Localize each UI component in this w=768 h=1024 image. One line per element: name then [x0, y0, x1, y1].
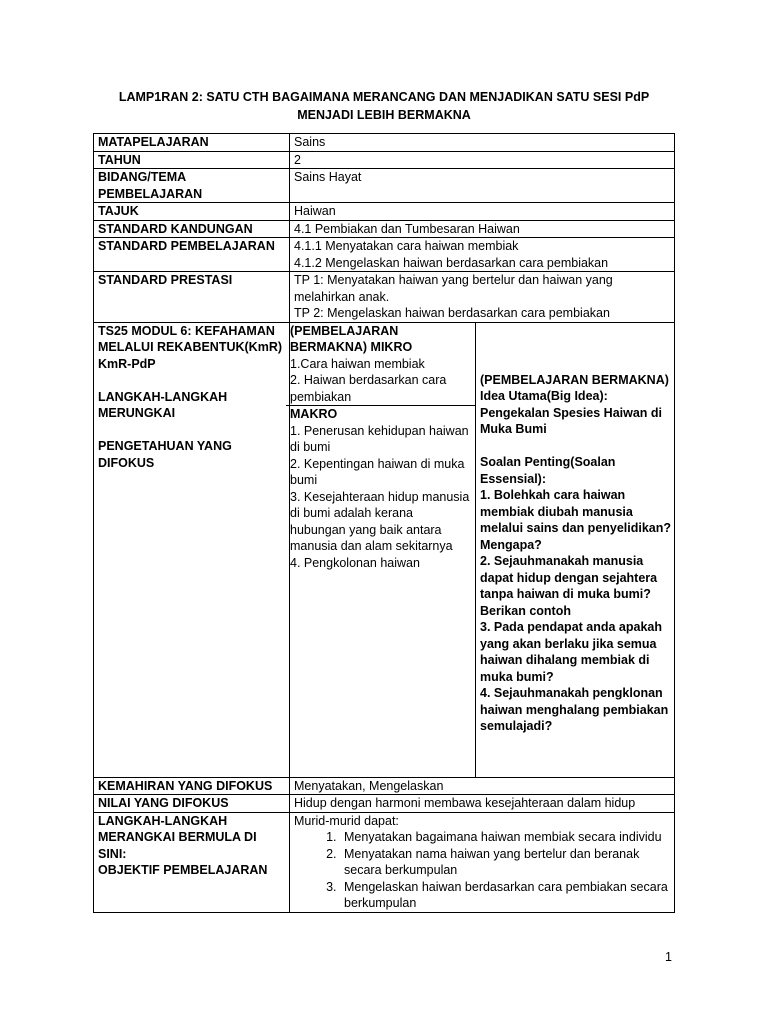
row-value: Hidup dengan harmoni membawa kesejahteraan dalam hidup	[290, 795, 675, 813]
row-value: Menyatakan, Mengelaskan	[290, 777, 675, 795]
table-row	[94, 169, 675, 203]
row-label	[94, 322, 290, 777]
list-item: 3. Mengelaskan haiwan berdasarkan cara pembiakan secara berkumpulan	[340, 879, 670, 912]
table-row	[94, 238, 675, 272]
list-item: 1. Menyatakan bagaimana haiwan membiak secara individu	[340, 829, 670, 846]
row-value: 4.1 Pembiakan dan Tumbesaran Haiwan	[290, 220, 675, 238]
page-number: 1	[665, 950, 672, 964]
label-line: LANGKAH-LANGKAH MERANGKAI BERMULA DI SINI:	[98, 813, 257, 861]
table-row	[94, 134, 675, 152]
row-label	[94, 812, 290, 912]
list-item: 1. Bolehkah cara haiwan membiak diubah manusia melalui sains dan penyelidikan? Mengapa?	[480, 488, 672, 552]
list-item: 1.Cara haiwan membiak	[290, 356, 425, 371]
mikro-makro-column	[286, 323, 476, 777]
row-label: MATAPELAJARAN	[94, 134, 290, 152]
row-value: 2	[290, 151, 675, 169]
lesson-plan-table	[93, 133, 675, 913]
label-pengetahuan: PENGETAHUAN YANG DIFOKUS	[98, 439, 232, 470]
list-item: 1. Penerusan kehidupan haiwan di bumi	[290, 423, 469, 454]
label-langkah: LANGKAH-LANGKAH MERUNGKAI	[98, 389, 228, 420]
row-label: KEMAHIRAN YANG DIFOKUS	[94, 777, 290, 795]
table-row	[94, 812, 675, 912]
value-line: TP 2: Mengelaskan haiwan berdasarkan cara pembiakan	[294, 306, 610, 320]
label-line: BIDANG/TEMA	[98, 170, 187, 184]
soalan-heading: Soalan Penting(Soalan Essensial):	[480, 455, 616, 486]
makro-heading: MAKRO	[290, 407, 338, 421]
list-item: 2. Sejauhmanakah manusia dapat hidup dengan sejahtera tanpa haiwan di muka bumi? Berikan contoh	[480, 554, 658, 618]
list-item: 4. Sejauhmanakah pengklonan haiwan menghalang pembiakan semulajadi?	[480, 686, 669, 733]
row-label: STANDARD KANDUNGAN	[94, 220, 290, 238]
big-idea-column	[476, 323, 678, 777]
table-row	[94, 795, 675, 813]
label-line: PEMBELAJARAN	[98, 186, 203, 201]
row-value: Sains Hayat	[290, 169, 675, 203]
value-line: TP 1: Menyatakan haiwan yang bertelur dan haiwan yang melahirkan anak.	[294, 273, 613, 304]
table-row	[94, 203, 675, 221]
mikro-heading: (PEMBELAJARAN BERMAKNA) MIKRO	[290, 323, 413, 354]
value-line: 4.1.1 Menyatakan cara haiwan membiak	[294, 239, 519, 253]
list-item: 3. Pada pendapat anda apakah yang akan berlaku jika semua haiwan dihalang membiak di muka bumi?	[480, 620, 663, 684]
list-item: 2. Haiwan berdasarkan cara pembiakan	[290, 373, 447, 404]
list-item: 2. Kepentingan haiwan di muka bumi	[290, 456, 465, 487]
label-line: KmR-PdP	[98, 356, 156, 371]
value-line: 4.1.2 Mengelaskan haiwan berdasarkan cara pembiakan	[294, 255, 609, 270]
table-row	[94, 151, 675, 169]
list-item: 3. Kesejahteraan hidup manusia di bumi adalah kerana hubungan yang baik antara manusia dan alam sekitarnya	[290, 489, 470, 553]
row-label: STANDARD PRESTASI	[94, 272, 290, 323]
label-line: TS25 MODUL 6: KEFAHAMAN MELALUI REKABENTUK(KmR)	[98, 323, 283, 354]
row-label: NILAI YANG DIFOKUS	[94, 795, 290, 813]
mikro-section	[286, 323, 475, 407]
table-row	[94, 220, 675, 238]
label-line: OBJEKTIF PEMBELAJARAN	[98, 863, 268, 877]
list-item: 2. Menyatakan nama haiwan yang bertelur dan beranak secara berkumpulan	[340, 846, 670, 879]
table-row-modul	[94, 322, 675, 777]
makro-section	[286, 406, 475, 571]
table-row	[94, 777, 675, 795]
row-value	[290, 238, 675, 272]
objektif-list	[294, 829, 670, 912]
document-title: LAMP1RAN 2: SATU CTH BAGAIMANA MERANCANG DAN MENJADIKAN SATU SESI PdP MENJADI LEBIH BERMAKNA	[118, 90, 650, 122]
row-value: Sains	[290, 134, 675, 152]
row-value: Haiwan	[290, 203, 675, 221]
row-label: TAJUK	[94, 203, 290, 221]
row-label	[94, 169, 290, 203]
objektif-intro: Murid-murid dapat:	[294, 813, 399, 828]
big-idea-heading: (PEMBELAJARAN BERMAKNA) Idea Utama(Big Idea):	[480, 372, 669, 403]
list-item: 4. Pengkolonan haiwan	[290, 555, 420, 570]
big-idea-text: Pengekalan Spesies Haiwan di Muka Bumi	[480, 405, 663, 436]
modul-content	[290, 322, 675, 777]
row-label: STANDARD PEMBELAJARAN	[94, 238, 290, 272]
row-label: TAHUN	[94, 151, 290, 169]
table-row	[94, 272, 675, 323]
row-value	[290, 812, 675, 912]
row-value	[290, 272, 675, 323]
